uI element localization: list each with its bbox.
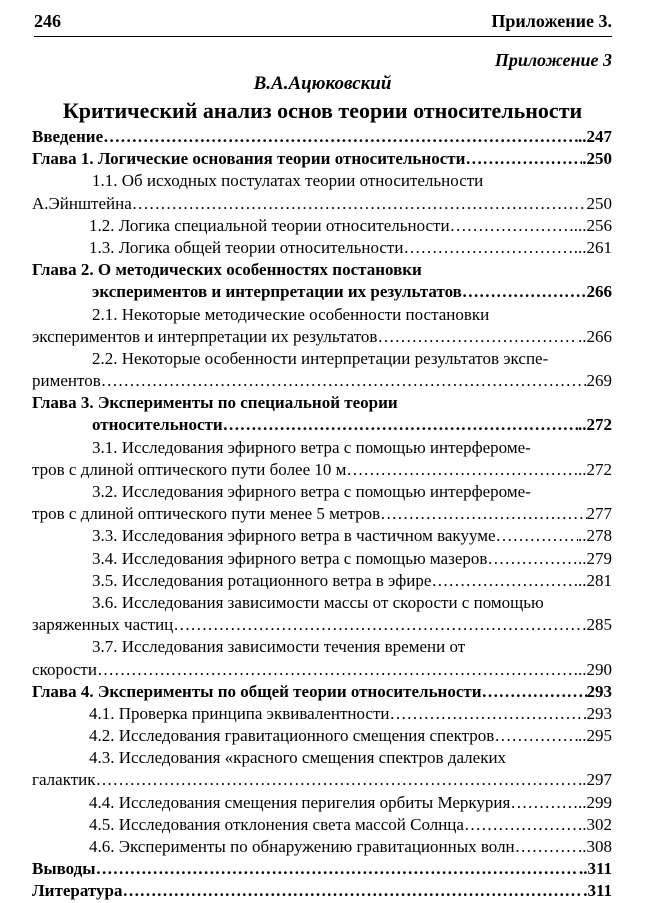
- toc-entry-title: Выводы: [32, 859, 96, 879]
- toc-entry: [32, 703, 612, 725]
- toc-page-number: ..308: [578, 837, 612, 856]
- toc-entry-title: Глава 2. О методических особенностях постановки: [32, 260, 422, 280]
- toc-entry: [32, 281, 612, 303]
- toc-entry-line: [32, 259, 612, 281]
- toc-dot-leader: [380, 503, 586, 525]
- toc-entry-title: относительности: [92, 415, 223, 435]
- toc-entry: [32, 880, 612, 902]
- toc-entry: [32, 414, 612, 436]
- toc-entry-title: экспериментов и интерпретации их результатов: [92, 282, 462, 302]
- toc-entry-title: 4.1. Проверка принципа эквивалентности: [89, 703, 390, 723]
- toc-entry-title: 3.6. Исследования зависимости массы от скорости с помощью: [92, 592, 544, 612]
- toc-dot-leader: [223, 414, 578, 436]
- toc-page-number: 266: [586, 282, 612, 302]
- toc-dot-leader: [390, 703, 587, 725]
- toc-entry-title: 2.1. Некоторые методические особенности постановки: [92, 304, 490, 324]
- toc-entry-title: 4.6. Эксперименты по обнаружению гравитационных волн: [89, 837, 515, 856]
- toc-entry-title: А.Эйнштейна: [32, 193, 132, 213]
- toc-entry-title: Литература: [32, 881, 123, 901]
- toc-entry: [32, 769, 612, 791]
- toc-entry: [32, 858, 612, 880]
- author-name: В.А.Ацюковский: [253, 73, 392, 94]
- toc-entry-title: экспериментов и интерпретации их результатов: [32, 326, 378, 346]
- toc-entry-title: Глава 4. Эксперименты по общей теории относительности: [32, 681, 482, 701]
- toc-page-number: ...256: [573, 215, 612, 235]
- toc-entry-title: 1.1. Об исходных постулатах теории относительности: [92, 171, 484, 191]
- toc-page-number: ..279: [578, 548, 612, 568]
- toc-page-number: 293: [586, 703, 612, 723]
- toc-dot-leader: [346, 459, 578, 481]
- toc-entry-title: Введение: [32, 127, 104, 146]
- toc-page-number: ...261: [573, 237, 612, 257]
- toc-entry-line: [32, 592, 612, 614]
- toc-page-number: ..272: [578, 459, 612, 479]
- toc-entry-title: 3.1. Исследования эфирного ветра с помощью интерфероме-: [92, 437, 531, 457]
- toc-page-number: ..281: [578, 570, 612, 590]
- toc-entry-line: [32, 747, 612, 769]
- toc-entry-title: 2.2. Некоторые особенности интерпретации результатов экспе-: [92, 348, 549, 368]
- toc-page-number: ..302: [578, 814, 612, 834]
- toc-dot-leader: [496, 525, 578, 547]
- toc-page-number: ..247: [578, 127, 612, 146]
- toc-entry: [32, 193, 612, 215]
- toc-entry-line: [32, 170, 612, 192]
- toc-entry-title: 3.4. Исследования эфирного ветра с помощью мазеров: [92, 548, 488, 568]
- toc-page-number: ..295: [578, 726, 612, 746]
- toc-dot-leader: [97, 659, 578, 681]
- toc-entry: [32, 525, 612, 547]
- toc-entry: [32, 659, 612, 681]
- toc-page-number: 250: [586, 193, 612, 213]
- toc-page-number: 269: [586, 371, 612, 391]
- toc-page-number: ..278: [578, 526, 612, 546]
- toc-entry: [32, 725, 612, 747]
- toc-page-number: ..290: [578, 659, 612, 679]
- toc-dot-leader: [515, 836, 578, 858]
- toc-entry: [32, 370, 612, 392]
- table-of-contents: [32, 126, 612, 903]
- toc-page-number: 293: [586, 681, 612, 701]
- toc-dot-leader: [462, 281, 587, 303]
- toc-entry-title: 1.2. Логика специальной теории относительности: [89, 215, 450, 235]
- toc-entry: [32, 503, 612, 525]
- toc-entry-title: скорости: [32, 659, 97, 679]
- toc-dot-leader: [101, 370, 587, 392]
- toc-entry-title: 4.3. Исследования «красного смещения спектров далеких: [89, 748, 507, 768]
- page-number: 246: [34, 11, 61, 31]
- toc-dot-leader: [482, 681, 587, 703]
- toc-page-number: 277: [586, 504, 612, 524]
- toc-entry-title: 3.3. Исследования эфирного ветра в частичном вакууме: [92, 526, 496, 546]
- running-head: [34, 8, 612, 34]
- toc-dot-leader: [465, 148, 582, 170]
- toc-entry-title: заряженных частиц: [32, 615, 174, 635]
- toc-dot-leader: [510, 792, 578, 814]
- toc-entry-title: 4.2. Исследования гравитационного смещения спектров: [89, 726, 495, 746]
- toc-page-number: .285: [582, 615, 612, 635]
- toc-entry: [32, 614, 612, 636]
- toc-page-number: ..311: [578, 859, 612, 879]
- toc-entry: [32, 148, 612, 170]
- toc-entry: [32, 126, 612, 148]
- header-rule: [34, 36, 612, 37]
- toc-entry: [32, 836, 612, 858]
- toc-entry-line: [32, 304, 612, 326]
- page-title: Критический анализ основ теории относительности: [62, 98, 583, 123]
- toc-page-number: ..266: [578, 326, 612, 346]
- toc-entry-title: тров с длиной оптического пути менее 5 метров: [32, 504, 381, 524]
- toc-page-number: .250: [582, 149, 612, 169]
- toc-page-number: .311: [583, 881, 612, 901]
- toc-dot-leader: [450, 215, 574, 237]
- toc-entry-title: 3.5. Исследования ротационного ветра в эфире: [92, 570, 432, 590]
- toc-entry-title: галактик: [32, 770, 96, 790]
- toc-entry-title: Глава 3. Эксперименты по специальной теории: [32, 393, 398, 413]
- toc-page-number: ..297: [578, 770, 612, 790]
- toc-dot-leader: [431, 570, 578, 592]
- toc-entry-title: Глава 1. Логические основания теории относительности: [32, 149, 466, 169]
- toc-entry-line: [32, 636, 612, 658]
- toc-dot-leader: [173, 614, 582, 636]
- toc-entry: [32, 237, 612, 259]
- toc-dot-leader: [96, 769, 578, 791]
- toc-entry: [32, 215, 612, 237]
- toc-entry-line: [32, 437, 612, 459]
- toc-dot-leader: [122, 880, 583, 902]
- toc-entry-title: 4.4. Исследования смещения перигелия орбиты Меркурия: [89, 792, 511, 812]
- toc-entry-line: [32, 348, 612, 370]
- toc-dot-leader: [494, 725, 578, 747]
- running-section-title: Приложение 3.: [491, 11, 612, 31]
- toc-dot-leader: [103, 126, 578, 148]
- toc-entry-line: [32, 392, 612, 414]
- toc-entry: [32, 326, 612, 348]
- toc-dot-leader: [403, 237, 573, 259]
- toc-entry-line: [32, 481, 612, 503]
- toc-dot-leader: [464, 814, 578, 836]
- toc-entry: [32, 792, 612, 814]
- toc-entry: [32, 681, 612, 703]
- toc-entry: [32, 548, 612, 570]
- toc-dot-leader: [487, 548, 578, 570]
- toc-entry: [32, 570, 612, 592]
- toc-dot-leader: [132, 193, 587, 215]
- toc-dot-leader: [377, 326, 578, 348]
- toc-entry-title: тров с длиной оптического пути более 10 м: [32, 459, 347, 479]
- toc-dot-leader: [96, 858, 579, 880]
- toc-page-number: ..272: [578, 415, 612, 435]
- toc-entry-title: 1.3. Логика общей теории относительности: [89, 237, 404, 257]
- toc-entry-title: риментов: [32, 371, 101, 391]
- toc-entry: [32, 814, 612, 836]
- toc-entry-title: 3.2. Исследования эфирного ветра с помощью интерфероме-: [92, 482, 531, 501]
- appendix-label: Приложение 3: [494, 50, 612, 70]
- toc-page-number: ..299: [578, 792, 612, 812]
- toc-entry-title: 4.5. Исследования отклонения света массой Солнца: [89, 814, 464, 834]
- toc-entry: [32, 459, 612, 481]
- toc-entry-title: 3.7. Исследования зависимости течения времени от: [92, 637, 466, 657]
